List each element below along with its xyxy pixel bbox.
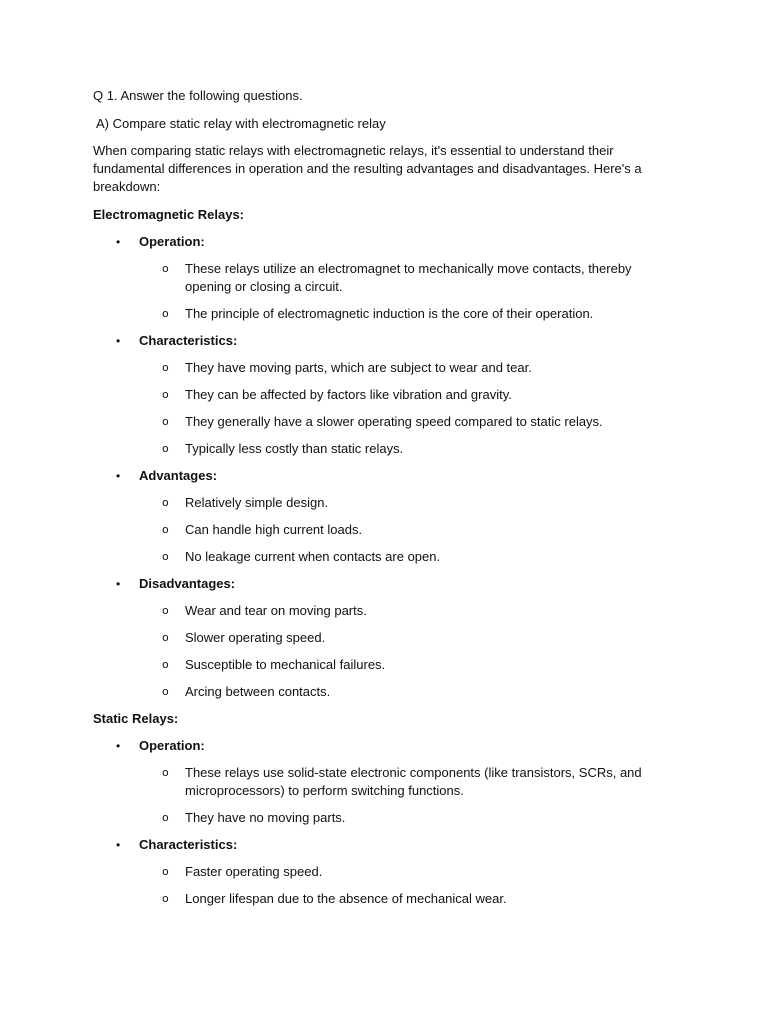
sub-bullet-text: Can handle high current loads.	[185, 522, 363, 537]
sub-bullet-item	[139, 260, 653, 296]
bullet-item	[93, 467, 653, 566]
intro-paragraph: When comparing static relays with electromagnetic relays, it's essential to understand their fundamental differences in operation and the resulting advantages and disadvantages. Here's a breakdown:	[93, 143, 642, 194]
bullet-label: Characteristics:	[139, 837, 238, 852]
sub-bullet-text: These relays use solid-state electronic components (like transistors, SCRs, and microprocessors) to perform switching functions.	[185, 765, 642, 798]
bullet-dot-icon: •	[116, 838, 121, 852]
sub-bullet-list	[139, 260, 653, 323]
bullet-item	[93, 737, 653, 827]
sub-bullet-item	[139, 629, 653, 647]
sub-bullet-item	[139, 359, 653, 377]
circle-bullet-icon: o	[162, 658, 169, 671]
sub-bullet-item	[139, 440, 653, 458]
sub-bullet-text: They can be affected by factors like vibration and gravity.	[185, 387, 512, 402]
circle-bullet-icon: o	[162, 604, 169, 617]
bullet-dot-icon: •	[116, 469, 121, 483]
sub-bullet-text: Wear and tear on moving parts.	[185, 603, 367, 618]
bullet-item	[93, 233, 653, 323]
circle-bullet-icon: o	[162, 865, 169, 878]
sub-bullet-text: The principle of electromagnetic induction is the core of their operation.	[185, 306, 594, 321]
sub-bullet-text: No leakage current when contacts are open.	[185, 549, 441, 564]
circle-bullet-icon: o	[162, 361, 169, 374]
circle-bullet-icon: o	[162, 388, 169, 401]
sub-bullet-item	[139, 386, 653, 404]
sub-bullet-item	[139, 764, 653, 800]
sub-bullet-text: They have moving parts, which are subject to wear and tear.	[185, 360, 532, 375]
sub-bullet-list	[139, 494, 653, 566]
section-heading: Electromagnetic Relays:	[93, 207, 245, 222]
sub-bullet-text: Typically less costly than static relays.	[185, 441, 404, 456]
sub-bullet-item	[139, 548, 653, 566]
sub-bullet-item	[139, 521, 653, 539]
bullet-label: Characteristics:	[139, 333, 238, 348]
sub-bullet-text: Slower operating speed.	[185, 630, 326, 645]
circle-bullet-icon: o	[162, 415, 169, 428]
bullet-label: Advantages:	[139, 468, 218, 483]
bullet-list	[93, 233, 653, 701]
circle-bullet-icon: o	[162, 307, 169, 320]
sub-bullet-item	[139, 809, 653, 827]
circle-bullet-icon: o	[162, 523, 169, 536]
sub-bullet-text: Longer lifespan due to the absence of mechanical wear.	[185, 891, 507, 906]
sub-bullet-item	[139, 602, 653, 620]
bullet-item	[93, 575, 653, 701]
bullet-label: Disadvantages:	[139, 576, 236, 591]
question-heading: Q 1. Answer the following questions.	[93, 88, 303, 103]
sub-bullet-list	[139, 863, 653, 908]
bullet-dot-icon: •	[116, 235, 121, 249]
bullet-dot-icon: •	[116, 334, 121, 348]
circle-bullet-icon: o	[162, 685, 169, 698]
bullet-list	[93, 737, 653, 908]
circle-bullet-icon: o	[162, 442, 169, 455]
sub-bullet-text: Susceptible to mechanical failures.	[185, 657, 386, 672]
bullet-label: Operation:	[139, 234, 205, 249]
bullet-dot-icon: •	[116, 577, 121, 591]
section-heading: Static Relays:	[93, 711, 179, 726]
sub-bullet-text: These relays utilize an electromagnet to mechanically move contacts, thereby opening or closing a circuit.	[185, 261, 632, 294]
circle-bullet-icon: o	[162, 892, 169, 905]
circle-bullet-icon: o	[162, 550, 169, 563]
sub-bullet-item	[139, 683, 653, 701]
document-page	[93, 87, 653, 917]
sub-bullet-list	[139, 359, 653, 458]
sub-bullet-item	[139, 890, 653, 908]
circle-bullet-icon: o	[162, 262, 169, 275]
sub-bullet-text: Faster operating speed.	[185, 864, 323, 879]
bullet-dot-icon: •	[116, 739, 121, 753]
bullet-item	[93, 836, 653, 908]
sub-bullet-list	[139, 764, 653, 827]
sections-container	[93, 206, 653, 908]
circle-bullet-icon: o	[162, 631, 169, 644]
circle-bullet-icon: o	[162, 811, 169, 824]
circle-bullet-icon: o	[162, 496, 169, 509]
bullet-label: Operation:	[139, 738, 205, 753]
section	[93, 710, 653, 908]
circle-bullet-icon: o	[162, 766, 169, 779]
sub-bullet-text: Arcing between contacts.	[185, 684, 331, 699]
sub-bullet-text: Relatively simple design.	[185, 495, 329, 510]
sub-bullet-text: They have no moving parts.	[185, 810, 346, 825]
bullet-item	[93, 332, 653, 458]
sub-bullet-item	[139, 656, 653, 674]
sub-bullet-item	[139, 305, 653, 323]
sub-bullet-item	[139, 413, 653, 431]
sub-bullet-item	[139, 494, 653, 512]
sub-bullet-item	[139, 863, 653, 881]
sub-question: A) Compare static relay with electromagnetic relay	[96, 116, 386, 131]
sub-bullet-text: They generally have a slower operating speed compared to static relays.	[185, 414, 603, 429]
section	[93, 206, 653, 701]
sub-bullet-list	[139, 602, 653, 701]
